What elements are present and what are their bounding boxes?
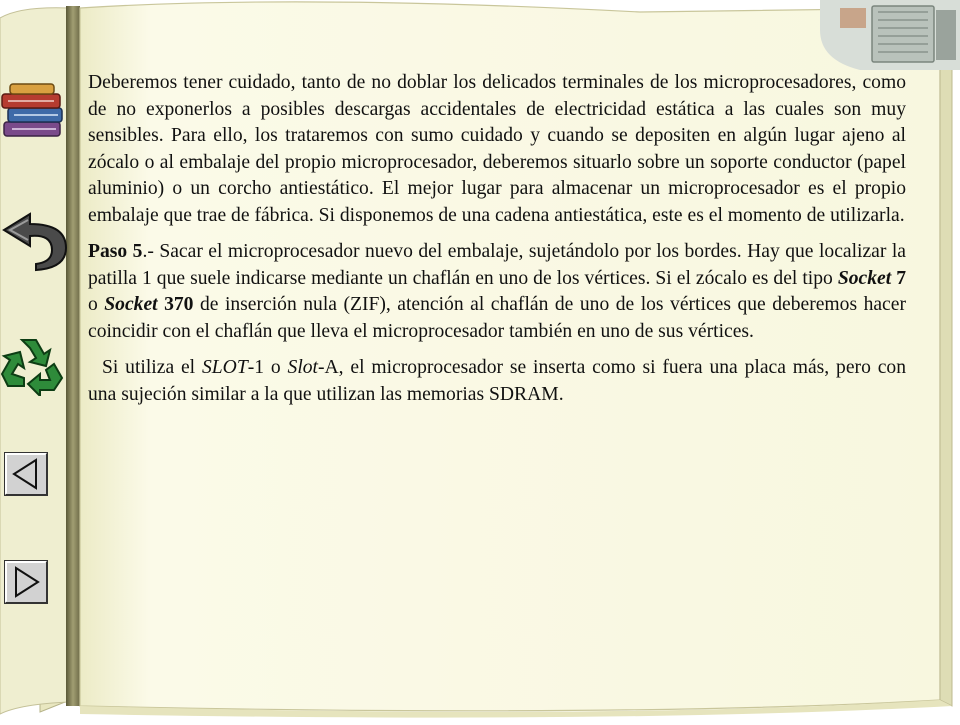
slot-term-2: Slot <box>287 357 318 378</box>
socket-term-2: Socket <box>104 294 158 315</box>
paragraph-slot <box>88 355 906 408</box>
socket-number-2: 370 <box>157 294 194 315</box>
recycle-icon[interactable] <box>0 334 70 396</box>
next-slide-button-icon <box>4 560 48 604</box>
page-text <box>88 70 906 418</box>
slot-text-3: -A, el microprocesador se inserta como si fuera una placa más, pero con una sujeción similar a la que utilizan las memorias SDRAM. <box>88 357 906 405</box>
previous-slide-button[interactable] <box>4 452 48 496</box>
slot-text-2: -1 o <box>247 357 288 378</box>
paragraph-step-5 <box>88 239 906 345</box>
paragraph-precautions: Deberemos tener cuidado, tanto de no doblar los delicados terminales de los microprocesadores, como de no exponerlos a posibles descargas accidentales de electricidad estática a las cuales son muy sensibles. Para ello, los trataremos con sumo cuidado y cuando se depositen en algún lugar ajeno al zócalo o al embalaje del propio microprocesador, deberemos situarlo sobre un soporte conductor (papel aluminio) o un corcho antiestático. El mejor lugar para almacenar un microprocesador es el propio embalaje que trae de fábrica. Si disponemos de una cadena antiestática, este es el momento de utilizarla. <box>88 72 906 226</box>
socket-term-1: Socket <box>837 267 892 289</box>
step-text-2: o <box>88 294 105 315</box>
books-icon[interactable] <box>0 82 70 144</box>
slot-text-1: Si utiliza el <box>102 357 202 378</box>
step-text-1: .- Sacar el microprocesador nuevo del embalaje, sujetándolo por los bordes. Hay que localizar la patilla 1 que suele indicarse mediante un chaflán en uno de los vértices. Si el zócalo es del tipo <box>88 241 906 289</box>
step-label: Paso 5 <box>88 241 143 262</box>
socket-number-1: 7 <box>891 267 907 289</box>
next-slide-button[interactable] <box>4 560 48 604</box>
slot-term-1: SLOT <box>201 357 248 378</box>
return-arrow-icon[interactable] <box>0 208 72 272</box>
previous-slide-button-icon <box>4 452 48 496</box>
step-text-3: de inserción nula (ZIF), atención al chaflán de uno de los vértices que deberemos hacer coincidir con el chaflán que lleva el microprocesador también en uno de sus vértices. <box>88 294 906 342</box>
